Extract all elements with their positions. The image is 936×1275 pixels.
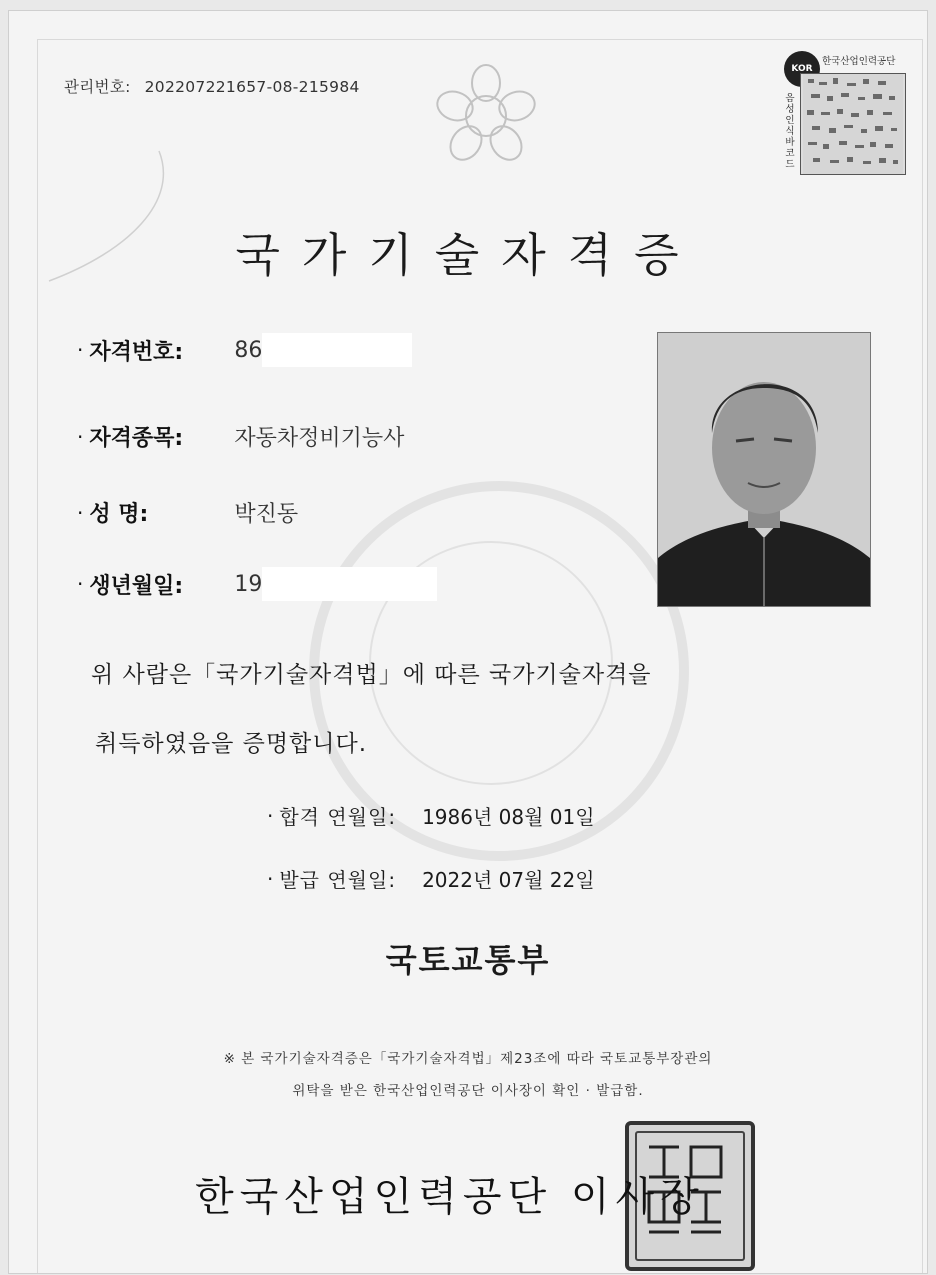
field-value: 86 [234,337,263,363]
issue-date-row [267,864,595,893]
date-label: 합격 연월일: [279,805,397,829]
note-line-2: 위탁을 받은 한국산업인력공단 이사장이 확인 · 발급함. [292,1083,644,1099]
statement-line-2: 취득하였음을 증명합니다. [95,731,368,757]
field-name [77,497,298,528]
field-label: 생년월일: [89,573,184,599]
management-number-value: 202207221657-08-215984 [144,78,360,96]
field-label: 성 명: [89,502,149,527]
bullet: · [77,572,84,596]
field-qualification-number [77,333,412,367]
voice-barcode-icon [800,73,906,175]
bullet: · [267,803,274,828]
statement-line-1: 위 사람은「국가기술자격법」에 따른 국가기술자격을 [91,662,652,688]
qr-caption: 음성인식바코드 [785,93,795,170]
redaction-box [262,567,437,601]
certificate-title: 국가기술자격증 [235,228,701,282]
field-qualification-type [77,421,404,452]
ministry-name: 국토교통부 [385,941,551,979]
management-number-label: 관리번호: [64,78,131,96]
date-label: 발급 연월일: [279,868,397,892]
issuer-signature: 한국산업인력공단 이사장 [195,1174,705,1220]
bullet: · [77,424,84,449]
field-label: 자격종목: [89,426,184,451]
bullet: · [77,500,84,525]
field-label: 자격번호: [89,339,184,365]
note-line-1: ※ 본 국가기술자격증은「국가기술자격법」제23조에 따라 국토교통부장관의 [223,1051,713,1067]
holder-photo [657,332,871,607]
kor-badge: KOR [784,51,820,87]
national-emblem-icon [431,61,541,171]
redaction-box [262,333,412,367]
field-value: 박진동 [234,502,299,527]
pass-date-row [267,801,595,830]
field-value: 자동차정비기능사 [234,426,405,451]
date-value: 1986년 08월 01일 [422,805,595,829]
qr-organization: 한국산업인력공단 [822,56,896,67]
management-number [64,75,360,97]
certificate-paper [8,10,928,1274]
voice-barcode-block [784,51,924,177]
bullet: · [267,866,274,891]
bullet: · [77,338,84,362]
field-birthdate [77,567,437,601]
date-value: 2022년 07월 22일 [422,868,595,892]
field-value: 19 [234,571,263,597]
